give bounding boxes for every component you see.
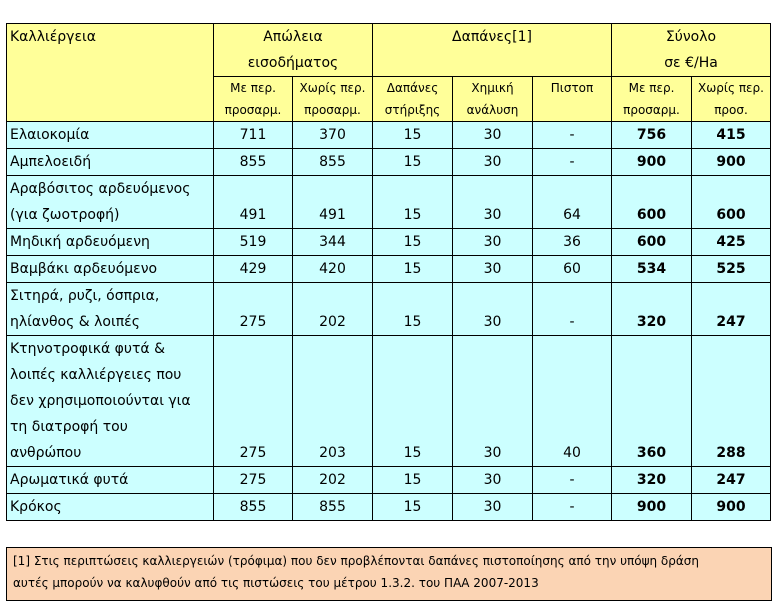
total-without-adj: 900 — [692, 494, 771, 521]
income-loss-without-adj: 420 — [293, 256, 373, 283]
total-without-adj: 525 — [692, 256, 771, 283]
certification-cost: 60 — [533, 256, 612, 283]
costs-header: Δαπάνες[1] — [373, 24, 612, 77]
footnote-line-1: [1] Στις περιπτώσεις καλλιεργειών (τρόφιμα) που δεν προβλέπονται δαπάνες πιστοποίησης από την υπόψη δράση — [13, 554, 700, 568]
total-without-adj: 900 — [692, 149, 771, 176]
income-loss-with-adj: 855 — [214, 149, 293, 176]
income-loss-with-adj: 275 — [214, 283, 293, 336]
total-with-adj: 600 — [612, 176, 692, 229]
support-cost: 15 — [373, 256, 453, 283]
chemical-analysis-header: Χημική ανάλυση — [453, 77, 533, 122]
income-loss-without-adj: 202 — [293, 467, 373, 494]
chemical-analysis-cost: 30 — [453, 122, 533, 149]
chemical-analysis-cost: 30 — [453, 283, 533, 336]
chemical-analysis-cost: 30 — [453, 467, 533, 494]
certification-cost: - — [533, 467, 612, 494]
chemical-analysis-cost: 30 — [453, 149, 533, 176]
total-with-adj: 320 — [612, 467, 692, 494]
crop-name: Αμπελοειδή — [7, 149, 214, 176]
total-with-adj: 900 — [612, 149, 692, 176]
table-row — [7, 229, 771, 256]
total-without-adj: 600 — [692, 176, 771, 229]
header-row — [7, 24, 771, 77]
support-cost: 15 — [373, 229, 453, 256]
chemical-analysis-cost: 30 — [453, 494, 533, 521]
support-costs-header: Δαπάνες στήριξης — [373, 77, 453, 122]
support-cost: 15 — [373, 122, 453, 149]
support-cost: 15 — [373, 336, 453, 467]
income-loss-with-adj: 855 — [214, 494, 293, 521]
certification-cost: 36 — [533, 229, 612, 256]
total-without-adj: 415 — [692, 122, 771, 149]
support-cost: 15 — [373, 176, 453, 229]
income-loss-without-adj: 203 — [293, 336, 373, 467]
table-row — [7, 283, 771, 336]
income-loss-without-adj: 855 — [293, 494, 373, 521]
income-loss-with-adj: 275 — [214, 467, 293, 494]
income-loss-header: Απώλεια εισοδήματος — [214, 24, 373, 77]
total-with-adj: 600 — [612, 229, 692, 256]
table-row — [7, 149, 771, 176]
chemical-analysis-cost: 30 — [453, 229, 533, 256]
total-without-adj: 425 — [692, 229, 771, 256]
certification-cost: 40 — [533, 336, 612, 467]
income-loss-with-adj: 519 — [214, 229, 293, 256]
table-row — [7, 256, 771, 283]
crop-name: Μηδική αρδευόμενη — [7, 229, 214, 256]
crop-name: Αρωματικά φυτά — [7, 467, 214, 494]
total-with-adj: 900 — [612, 494, 692, 521]
cost-table — [6, 23, 771, 521]
income-loss-with-adj: 429 — [214, 256, 293, 283]
chemical-analysis-cost: 30 — [453, 176, 533, 229]
income-loss-without-adj: 491 — [293, 176, 373, 229]
income-loss-without-adj: 344 — [293, 229, 373, 256]
total-without-adj: 247 — [692, 283, 771, 336]
total-with-adj: 534 — [612, 256, 692, 283]
table-row — [7, 122, 771, 149]
certification-header: Πιστοπ — [533, 77, 612, 122]
crop-name: Κτηνοτροφικά φυτά & λοιπές καλλιέργειες που δεν χρησιμοποιούνται για τη διατροφή του ανθρώπου — [7, 336, 214, 467]
certification-cost: - — [533, 494, 612, 521]
footnote — [6, 547, 772, 601]
total-without-adjustment-header: Χωρίς περ. προσ. — [692, 77, 771, 122]
chemical-analysis-cost: 30 — [453, 336, 533, 467]
crop-header: Καλλιέργεια — [7, 24, 214, 122]
with-adjustment-header: Με περ. προσαρμ. — [214, 77, 293, 122]
without-adjustment-header: Χωρίς περ. προσαρμ. — [293, 77, 373, 122]
crop-name: Αραβόσιτος αρδευόμενος (για ζωοτροφή) — [7, 176, 214, 229]
total-header: Σύνολο σε €/Ha — [612, 24, 771, 77]
income-loss-with-adj: 275 — [214, 336, 293, 467]
certification-cost: - — [533, 149, 612, 176]
income-loss-without-adj: 855 — [293, 149, 373, 176]
certification-cost: - — [533, 283, 612, 336]
support-cost: 15 — [373, 494, 453, 521]
total-without-adj: 247 — [692, 467, 771, 494]
crop-name: Βαμβάκι αρδευόμενο — [7, 256, 214, 283]
total-with-adjustment-header: Με περ. προσαρμ. — [612, 77, 692, 122]
table-row — [7, 176, 771, 229]
table-row — [7, 467, 771, 494]
income-loss-with-adj: 491 — [214, 176, 293, 229]
total-with-adj: 756 — [612, 122, 692, 149]
total-with-adj: 360 — [612, 336, 692, 467]
support-cost: 15 — [373, 467, 453, 494]
total-with-adj: 320 — [612, 283, 692, 336]
income-loss-without-adj: 202 — [293, 283, 373, 336]
certification-cost: 64 — [533, 176, 612, 229]
certification-cost: - — [533, 122, 612, 149]
chemical-analysis-cost: 30 — [453, 256, 533, 283]
table-row — [7, 336, 771, 467]
crop-name: Σιτηρά, ρυζι, όσπρια, ηλίανθος & λοιπές — [7, 283, 214, 336]
crop-name: Κρόκος — [7, 494, 214, 521]
table-row — [7, 494, 771, 521]
crop-name: Ελαιοκομία — [7, 122, 214, 149]
footnote-line-2: αυτές μπορούν να καλυφθούν από τις πιστώσεις του μέτρου 1.3.2. του ΠΑΑ 2007-2013 — [13, 576, 539, 590]
income-loss-without-adj: 370 — [293, 122, 373, 149]
income-loss-with-adj: 711 — [214, 122, 293, 149]
support-cost: 15 — [373, 149, 453, 176]
total-without-adj: 288 — [692, 336, 771, 467]
support-cost: 15 — [373, 283, 453, 336]
